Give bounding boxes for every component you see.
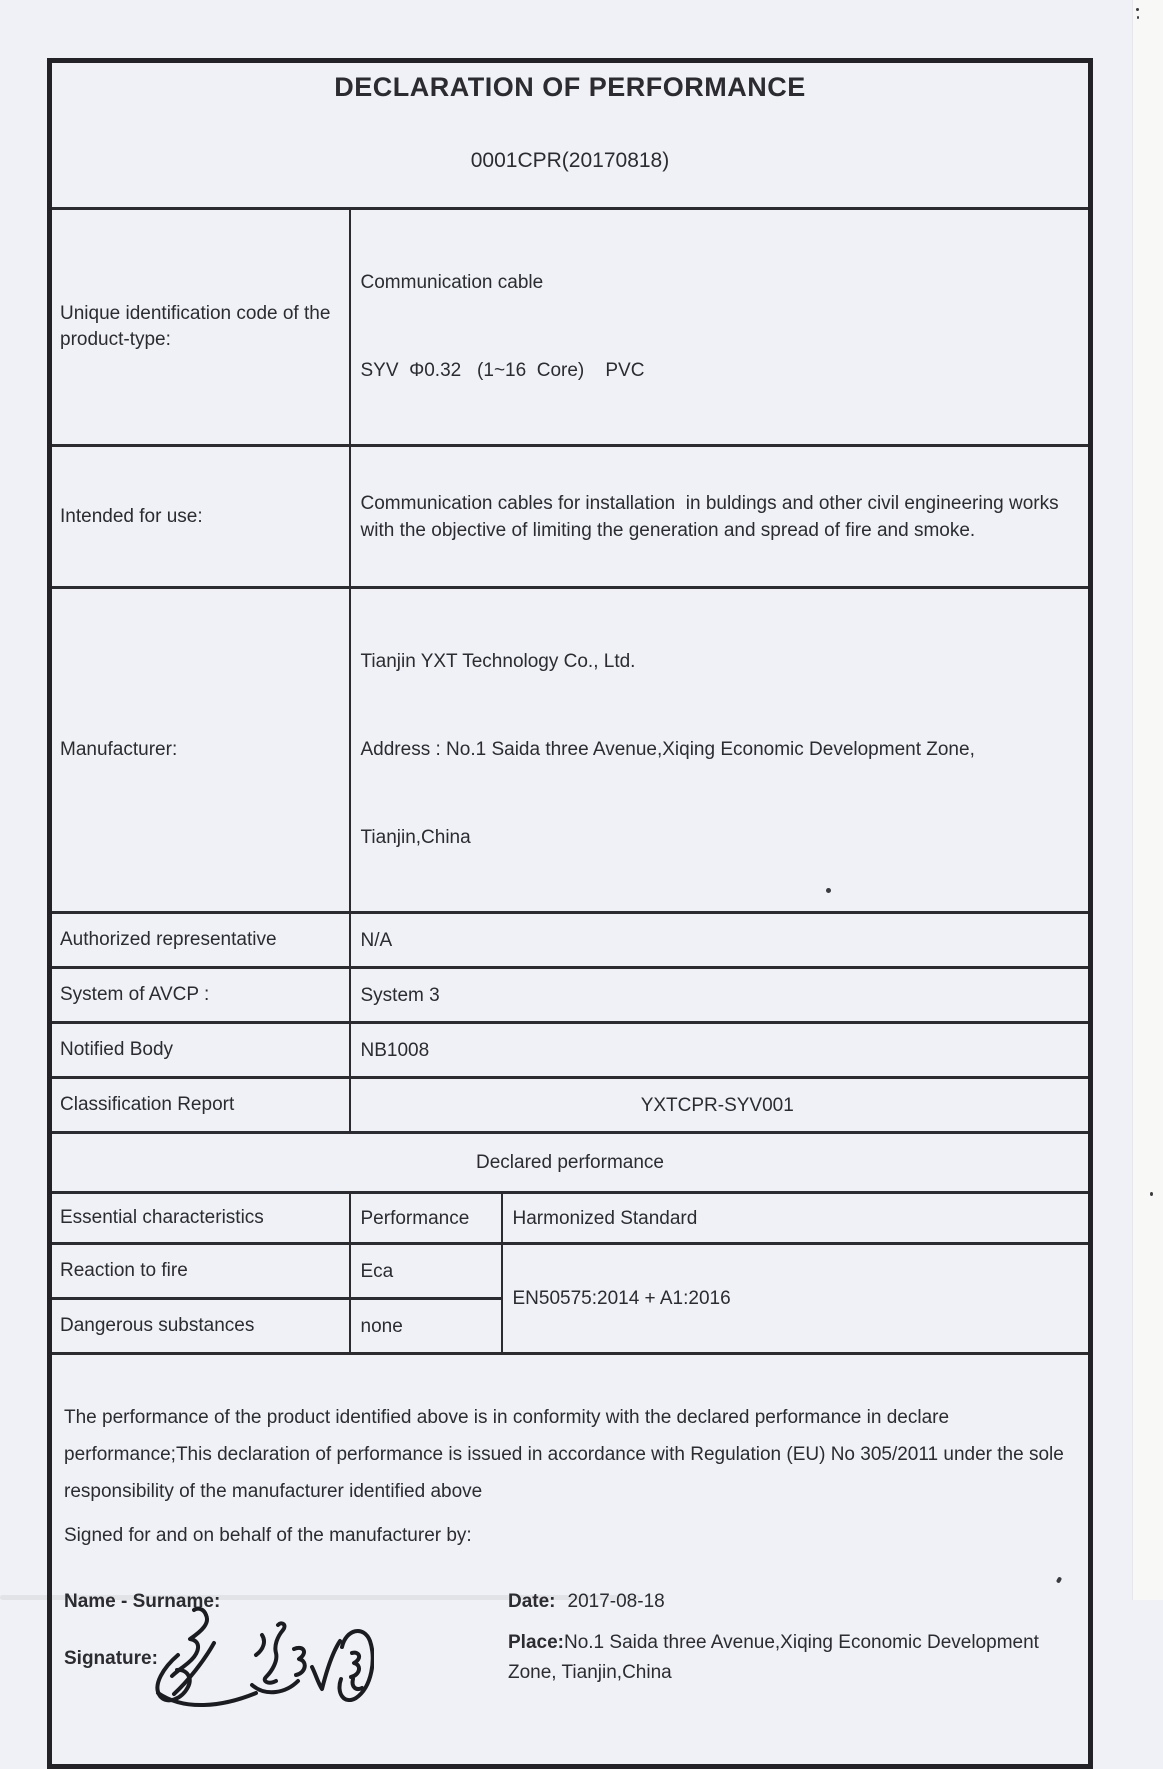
footer-section [64, 1355, 1076, 1763]
system-of-avcp-value: System 3 [350, 968, 1091, 1023]
row-notified-body [50, 1023, 1091, 1078]
date-value: 2017-08-18 [567, 1591, 665, 1612]
declaration-table [47, 58, 1093, 1769]
row-unique-id [50, 209, 1091, 446]
manufacturer-address-line2: Tianjin,China [360, 827, 471, 848]
declared-performance-title: Declared performance [50, 1133, 1091, 1193]
row-characteristics-header [50, 1193, 1091, 1244]
unique-id-value-line1: Communication cable [360, 272, 544, 293]
system-of-avcp-label: System of AVCP : [50, 968, 350, 1023]
notified-body-value: NB1008 [350, 1023, 1091, 1078]
conformity-statement: The performance of the product identified above is in conformity with the declared performance in declare performance;This declaration of performance is issued in accordance with Regulation (EU) No 305/2011 under the sole responsibility of the manufacturer identified above [64, 1407, 1070, 1502]
place-value: No.1 Saida three Avenue,Xiqing Economic Development Zone, Tianjin,China [508, 1632, 1039, 1683]
row-classification-report [50, 1078, 1091, 1133]
essential-characteristics-header: Essential characteristics [50, 1193, 350, 1244]
unique-id-value-line2: SYV Φ0.32 (1~16 Core) PVC [360, 360, 645, 381]
authorized-representative-label: Authorized representative [50, 913, 350, 968]
performance-header: Performance [350, 1193, 502, 1244]
authorized-representative-value: N/A [350, 913, 1091, 968]
unique-id-value [350, 209, 1091, 446]
scan-edge-strip [1132, 0, 1163, 1600]
page-title: DECLARATION OF PERFORMANCE [334, 72, 806, 102]
manufacturer-label: Manufacturer: [50, 588, 350, 913]
date-group [508, 1591, 665, 1613]
notified-body-label: Notified Body [50, 1023, 350, 1078]
dangerous-substances-value: none [350, 1299, 502, 1354]
scan-artifact [1137, 16, 1139, 19]
signature-scribble [144, 1601, 374, 1726]
row-authorized-representative [50, 913, 1091, 968]
classification-report-value: YXTCPR-SYV001 [350, 1078, 1091, 1133]
row-intended-use [50, 446, 1091, 588]
intended-use-label: Intended for use: [50, 446, 350, 588]
date-label: Date: [508, 1591, 556, 1612]
reaction-to-fire-value: Eca [350, 1244, 502, 1299]
name-surname-label: Name - Surname: [64, 1591, 221, 1612]
manufacturer-name: Tianjin YXT Technology Co., Ltd. [360, 651, 636, 672]
row-declared-performance-header [50, 1133, 1091, 1193]
row-footer [50, 1354, 1091, 1767]
scan-artifact [1150, 1192, 1153, 1196]
row-manufacturer [50, 588, 1091, 913]
document-number: 0001CPR(20170818) [470, 149, 670, 172]
place-label: Place: [508, 1632, 564, 1653]
unique-id-label: Unique identification code of the product-type: [50, 209, 350, 446]
manufacturer-address-line1: Address : No.1 Saida three Avenue,Xiqing Economic Development Zone, [360, 739, 975, 760]
harmonized-standard-value: EN50575:2014 + A1:2016 [502, 1244, 1091, 1354]
classification-report-label: Classification Report [50, 1078, 350, 1133]
row-reaction-to-fire [50, 1244, 1091, 1299]
signed-by-line: Signed for and on behalf of the manufacturer by: [64, 1525, 472, 1546]
place-group [508, 1628, 1064, 1688]
scan-artifact [1136, 8, 1139, 11]
harmonized-standard-header: Harmonized Standard [502, 1193, 1091, 1244]
manufacturer-value [350, 588, 1091, 913]
dangerous-substances-label: Dangerous substances [50, 1299, 350, 1354]
intended-use-value: Communication cables for installation in buldings and other civil engineering works with the objective of limiting the generation and spread of fire and smoke. [350, 446, 1091, 588]
reaction-to-fire-label: Reaction to fire [50, 1244, 350, 1299]
title-row [50, 61, 1091, 209]
signature-label: Signature: [64, 1648, 158, 1669]
row-system-of-avcp [50, 968, 1091, 1023]
